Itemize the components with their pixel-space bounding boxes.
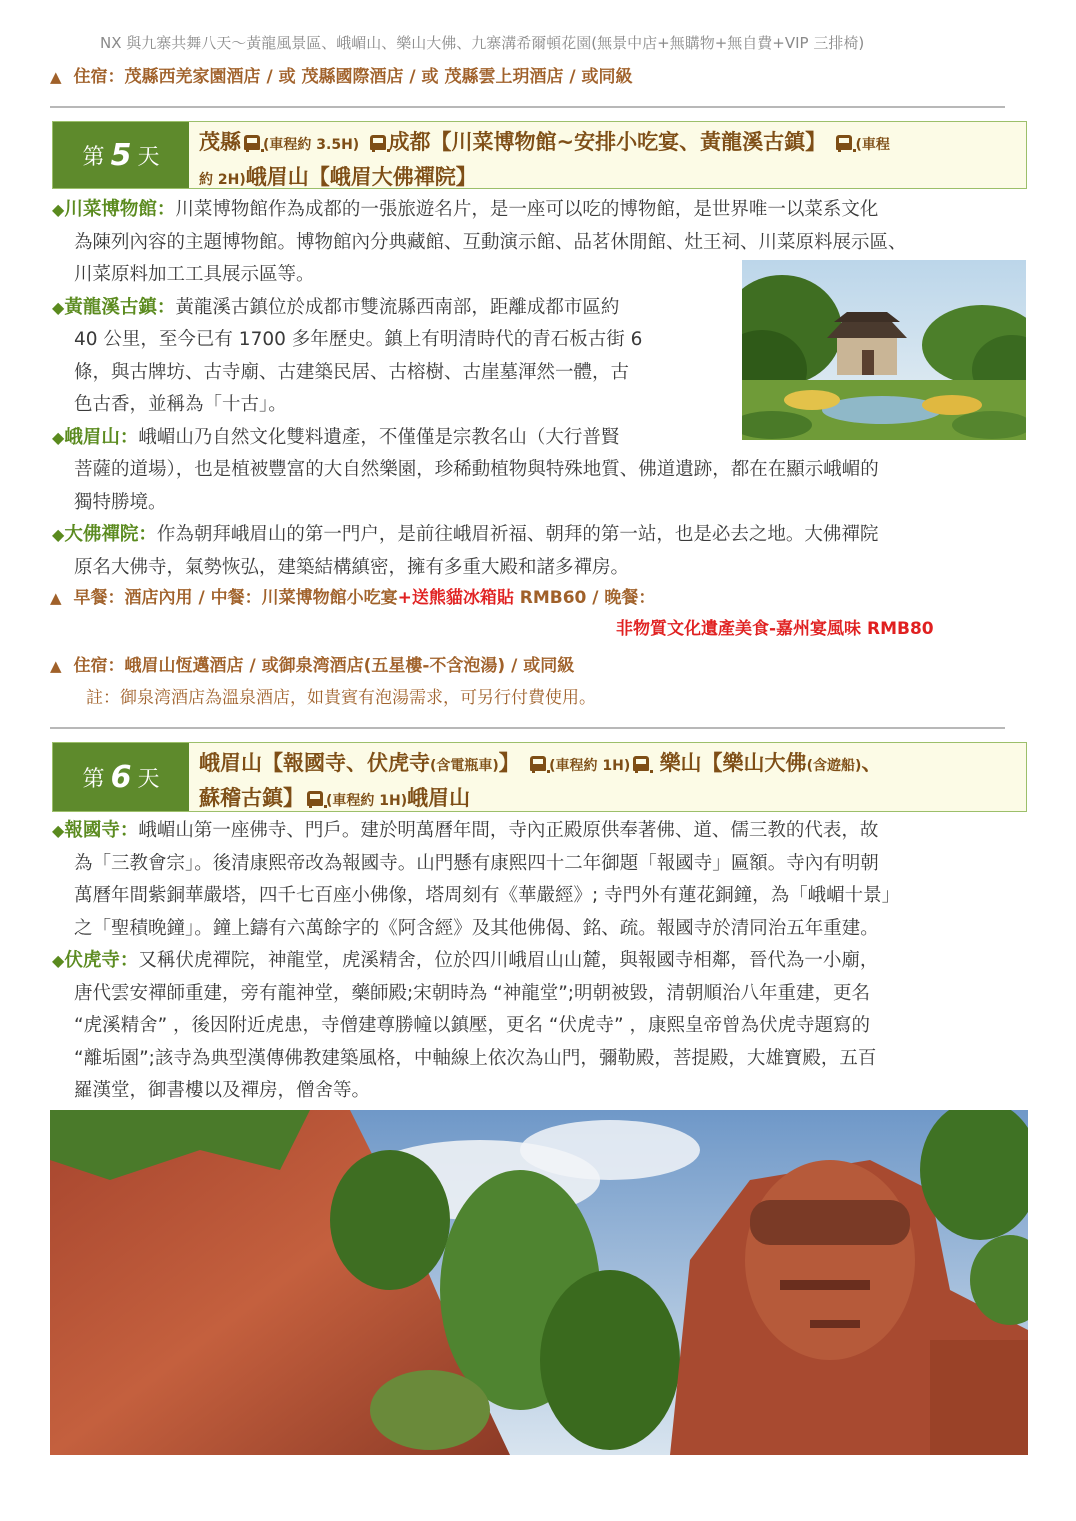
day5-meals: ▲ 早餐：酒店內用 / 中餐：川菜博物館小吃宴+送熊貓冰箱貼 RMB60 / 晚餐： 非物質文化遺產美食-嘉州宴風味 RMB80	[50, 588, 934, 639]
day5-note: 註：御泉湾酒店為溫泉酒店，如貴賓有泡湯需求，可另行付費使用。	[86, 688, 596, 708]
day5-header	[52, 121, 1027, 189]
divider	[50, 727, 1005, 729]
diamond-bullet-icon: ◆	[52, 427, 65, 447]
diamond-bullet-icon: ◆	[52, 200, 65, 219]
paragraph-line: 條，與古牌坊、古寺廟、古建築民居、古榕樹、古崖墓渾然一體，古	[74, 361, 630, 383]
divider	[50, 106, 1005, 108]
leshan-buddha-photo	[50, 1110, 1028, 1455]
diamond-bullet-icon: ◆	[52, 951, 65, 970]
paragraph-line: ◆大佛禪院：作為朝拜峨眉山的第一門户，是前往峨眉祈福、朝拜的第一站，也是必去之地。大佛禪院	[52, 524, 879, 545]
bus-icon	[244, 135, 260, 150]
diamond-bullet-icon: ◆	[52, 525, 65, 544]
paragraph-line: 為陳列內容的主題博物館。博物館內分典藏館、互動演示館、品茗休閒館、灶王祠、川菜原料展示區、	[74, 231, 907, 253]
day6-header	[52, 742, 1027, 812]
paragraph-line: “虎溪精舍” ，後因附近虎患，寺僧建尊勝幢以鎮壓，更名 “伏虎寺” ，康熙皇帝曾為伏虎寺題寫的	[74, 1015, 870, 1036]
day5-number: 5	[110, 137, 132, 173]
day5-lodging-text: 住宿：峨眉山恆邁酒店 / 或御泉湾酒店(五星樓-不含泡湯) / 或同級	[73, 656, 575, 676]
day5-lodging-row	[50, 651, 574, 676]
paragraph-line: “離垢園”;該寺為典型漢傳佛教建築風格，中軸線上依次為山門，彌勒殿，菩提殿，大雄寶殿，五百	[74, 1047, 877, 1069]
paragraph-line: 菩薩的道場），也是植被豐富的大自然樂園，珍稀動植物與特殊地質、佛道遺跡，都在在顯示峨嵋的	[74, 459, 879, 480]
day5-badge: 第 5 天	[53, 122, 189, 188]
bus-icon	[836, 135, 852, 150]
paragraph-line: 川菜原料加工工具展示區等。	[74, 264, 315, 285]
paragraph-line: 40 公里，至今已有 1700 多年歷史。鎮上有明清時代的青石板古街 6	[74, 329, 643, 350]
bus-icon	[633, 756, 649, 771]
paragraph-line: 之「聖積晚鐘」。鐘上鑄有六萬餘字的《阿含經》及其他佛偈、銘、疏。報國寺於清同治五年重建。	[74, 917, 879, 939]
tour-title: NX 與九寨共舞八天～黃龍風景區、峨嵋山、樂山大佛、九寨溝希爾頓花園(無景中店+無購物+無自費+VIP 三排椅)	[100, 34, 865, 52]
paragraph-line: 色古香，並稱為「十古」。	[74, 394, 287, 415]
paragraph-line: 獨特勝境。	[74, 491, 167, 513]
day6-description	[52, 815, 1037, 1108]
triangle-icon: ▲	[50, 68, 62, 86]
triangle-icon: ▲	[50, 657, 62, 675]
paragraph-line: ◆報國寺：峨嵋山第一座佛寺、門戶。建於明萬曆年間，寺內正殿原供奉著佛、道、儒三教的代表，故	[52, 820, 879, 841]
bus-icon	[530, 756, 546, 771]
paragraph-line: 羅漢堂，御書樓以及禪房，僧舍等。	[74, 1080, 371, 1101]
paragraph-line: 唐代雲安禪師重建，旁有龍神堂，藥師殿;宋朝時為 “神龍堂”;明朝被毀，清朝順治八年重建，更名	[74, 982, 871, 1004]
prev-lodging-row	[50, 62, 633, 87]
paragraph-line: 原名大佛寺，氣勢恢弘，建築結構縝密，擁有多重大殿和諸多禪房。	[74, 556, 630, 578]
paragraph-line: ◆峨眉山：峨嵋山乃自然文化雙料遺產，不僅僅是宗教名山（大行普賢	[52, 426, 620, 448]
day5-route: 茂縣 (車程約 3.5H) 成都【川菜博物館~安排小吃宴、黃龍溪古鎮】 (車程 約 2H)峨眉山【峨眉大佛禪院】	[189, 122, 1026, 188]
paragraph-line: 萬曆年間紫銅華嚴塔，四千七百座小佛像，塔周刻有《華嚴經》; 寺門外有蓮花銅鐘，為「峨嵋十景」	[74, 885, 901, 906]
day6-badge: 第 6 天	[53, 743, 189, 811]
bus-icon	[307, 791, 323, 806]
huanglongxi-photo	[742, 260, 1026, 440]
paragraph-line: ◆伏虎寺：又稱伏虎禪院，神龍堂，虎溪精舍，位於四川峨眉山山麓，與報國寺相鄰，晉代為一小廟，	[52, 950, 879, 971]
day6-number: 6	[110, 759, 132, 795]
prev-lodging-text: 住宿：茂縣西羌家園酒店 / 或 茂縣國際酒店 / 或 茂縣雲上玥酒店 / 或同級	[73, 67, 633, 87]
diamond-bullet-icon: ◆	[52, 821, 65, 840]
triangle-icon: ▲	[50, 589, 62, 607]
paragraph-line: ◆黃龍溪古鎮：黃龍溪古鎮位於成都市雙流縣西南部，距離成都市區約	[52, 296, 620, 318]
paragraph-line: 為「三教會宗」。後清康熙帝改為報國寺。山門懸有康熙四十二年御題「報國寺」匾額。寺內有明朝	[74, 852, 879, 874]
paragraph-line: ◆川菜博物館：川菜博物館作為成都的一張旅遊名片，是一座可以吃的博物館，是世界唯一以菜系文化	[52, 199, 879, 220]
day6-route: 峨眉山【報國寺、伏虎寺(含電瓶車)】 (車程約 1H) 樂山【樂山大佛(含遊船)、 蘇稽古鎮】 (車程約 1H)峨眉山	[189, 743, 1026, 811]
diamond-bullet-icon: ◆	[52, 297, 65, 317]
bus-icon	[370, 135, 386, 150]
